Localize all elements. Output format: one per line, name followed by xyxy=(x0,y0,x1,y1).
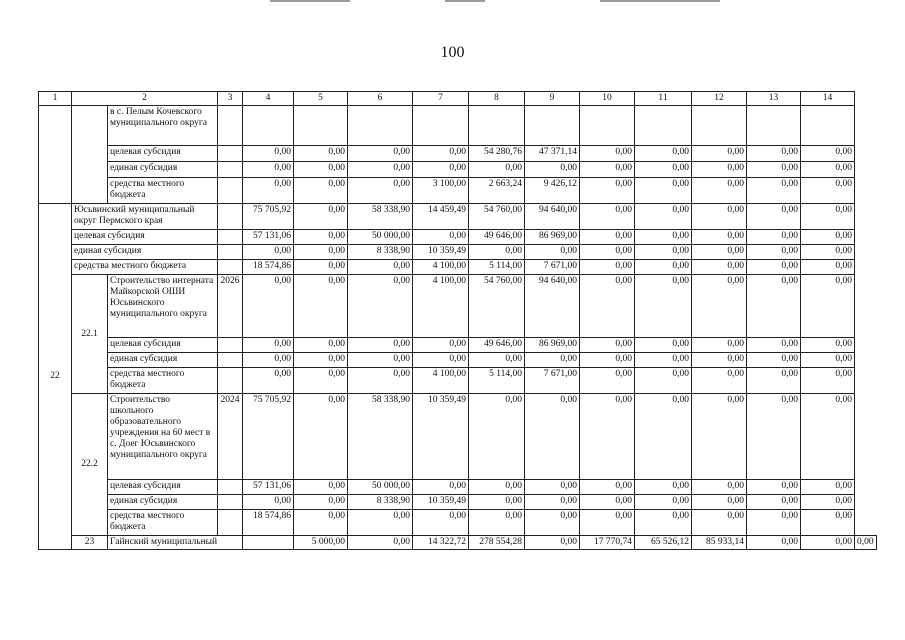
value-cell: 0,00 xyxy=(747,495,801,510)
table-row xyxy=(39,204,877,230)
value-cell: 0,00 xyxy=(747,275,801,338)
value-cell: 0,00 xyxy=(692,245,747,260)
value-cell: 0,00 xyxy=(635,162,692,178)
value-cell: 94 640,00 xyxy=(525,275,580,338)
scan-artifact-line xyxy=(600,0,720,2)
value-cell: 54 280,76 xyxy=(469,146,525,162)
item-number-cell: 23 xyxy=(72,536,108,550)
value-cell: 0,00 xyxy=(801,230,855,245)
row-label-cell: единая субсидия xyxy=(108,162,218,178)
value-cell: 85 933,14 xyxy=(692,536,747,550)
value-cell: 54 760,00 xyxy=(469,204,525,230)
value-cell: 0,00 xyxy=(294,260,348,275)
year-cell xyxy=(218,480,243,495)
column-header: 8 xyxy=(469,92,525,106)
column-header: 13 xyxy=(747,92,801,106)
value-cell: 0,00 xyxy=(635,338,692,353)
value-cell: 0,00 xyxy=(692,368,747,394)
value-cell: 0,00 xyxy=(635,510,692,536)
value-cell: 0,00 xyxy=(692,338,747,353)
row-label-cell: целевая субсидия xyxy=(72,230,218,245)
value-cell: 0,00 xyxy=(469,480,525,495)
value-cell: 0,00 xyxy=(525,394,580,480)
value-cell: 94 640,00 xyxy=(525,204,580,230)
value-cell: 0,00 xyxy=(413,353,469,368)
value-cell: 0,00 xyxy=(801,368,855,394)
value-cell: 0,00 xyxy=(243,338,294,353)
table-row xyxy=(39,368,877,394)
value-cell: 49 646,00 xyxy=(469,230,525,245)
value-cell: 0,00 xyxy=(294,162,348,178)
value-cell: 14 459,49 xyxy=(413,204,469,230)
value-cell: 0,00 xyxy=(348,146,413,162)
value-cell xyxy=(413,106,469,146)
value-cell: 0,00 xyxy=(635,260,692,275)
value-cell: 0,00 xyxy=(692,230,747,245)
budget-table-body xyxy=(39,92,877,550)
year-cell xyxy=(218,245,243,260)
value-cell: 0,00 xyxy=(747,510,801,536)
value-cell xyxy=(692,106,747,146)
value-cell: 8 338,90 xyxy=(348,495,413,510)
value-cell: 0,00 xyxy=(801,204,855,230)
value-cell: 0,00 xyxy=(635,204,692,230)
value-cell xyxy=(580,106,635,146)
value-cell: 9 426,12 xyxy=(525,178,580,204)
value-cell: 0,00 xyxy=(635,230,692,245)
year-cell xyxy=(218,353,243,368)
value-cell: 0,00 xyxy=(747,260,801,275)
value-cell xyxy=(525,106,580,146)
row-label-cell: единая субсидия xyxy=(72,245,218,260)
value-cell: 57 131,06 xyxy=(243,480,294,495)
scan-artifact-line xyxy=(445,0,485,2)
value-cell: 0,00 xyxy=(413,338,469,353)
table-row xyxy=(39,178,877,204)
value-cell: 0,00 xyxy=(580,146,635,162)
value-cell: 50 000,00 xyxy=(348,230,413,245)
column-header: 5 xyxy=(294,92,348,106)
item-label-cell: Гайнский муниципальный xyxy=(108,536,243,550)
value-cell: 0,00 xyxy=(692,275,747,338)
value-cell: 0,00 xyxy=(525,162,580,178)
value-cell: 0,00 xyxy=(525,245,580,260)
column-header: 4 xyxy=(243,92,294,106)
value-cell: 0,00 xyxy=(469,162,525,178)
value-cell: 0,00 xyxy=(635,178,692,204)
row-label-cell: единая субсидия xyxy=(108,353,218,368)
value-cell: 0,00 xyxy=(580,510,635,536)
subitem-number-cell: 22.1 xyxy=(72,275,108,394)
value-cell: 0,00 xyxy=(580,353,635,368)
value-cell: 0,00 xyxy=(243,162,294,178)
budget-table xyxy=(38,91,877,550)
value-cell: 0,00 xyxy=(294,480,348,495)
value-cell: 0,00 xyxy=(801,510,855,536)
value-cell: 0,00 xyxy=(525,480,580,495)
value-cell: 0,00 xyxy=(580,480,635,495)
value-cell: 0,00 xyxy=(348,368,413,394)
value-cell: 75 705,92 xyxy=(243,394,294,480)
value-cell: 0,00 xyxy=(692,394,747,480)
table-row xyxy=(39,495,877,510)
table-row xyxy=(39,162,877,178)
item-label-cell: Строительство интерната Майкорской ОШИ Юсьвинского муниципального округа xyxy=(108,275,218,338)
value-cell: 75 705,92 xyxy=(243,204,294,230)
column-header: 10 xyxy=(580,92,635,106)
row-label-cell: средства местного бюджета xyxy=(108,368,218,394)
value-cell: 49 646,00 xyxy=(469,338,525,353)
year-cell xyxy=(218,178,243,204)
value-cell: 0,00 xyxy=(801,260,855,275)
value-cell: 0,00 xyxy=(294,338,348,353)
value-cell: 10 359,49 xyxy=(413,495,469,510)
value-cell: 2 663,24 xyxy=(469,178,525,204)
year-cell xyxy=(218,162,243,178)
value-cell: 0,00 xyxy=(294,204,348,230)
value-cell: 0,00 xyxy=(692,353,747,368)
value-cell: 0,00 xyxy=(294,495,348,510)
value-cell: 10 359,49 xyxy=(413,394,469,480)
value-cell: 5 114,00 xyxy=(469,260,525,275)
table-row xyxy=(39,338,877,353)
value-cell: 0,00 xyxy=(801,480,855,495)
value-cell: 0,00 xyxy=(348,510,413,536)
table-row xyxy=(39,480,877,495)
row-label-cell: целевая субсидия xyxy=(108,338,218,353)
scan-artifact-line xyxy=(270,0,350,2)
value-cell: 0,00 xyxy=(469,245,525,260)
value-cell: 0,00 xyxy=(855,536,877,550)
value-cell: 86 969,00 xyxy=(525,338,580,353)
value-cell: 57 131,06 xyxy=(243,230,294,245)
value-cell: 0,00 xyxy=(635,495,692,510)
value-cell: 47 371,14 xyxy=(525,146,580,162)
table-row xyxy=(39,230,877,245)
year-cell xyxy=(218,230,243,245)
table-row xyxy=(39,510,877,536)
value-cell: 0,00 xyxy=(801,495,855,510)
subitem-number-cell: 22.2 xyxy=(72,394,108,536)
value-cell: 18 574,86 xyxy=(243,260,294,275)
year-cell xyxy=(218,146,243,162)
value-cell: 0,00 xyxy=(294,178,348,204)
item-number-cell: 22 xyxy=(39,204,72,550)
item-label-cell: Юсьвинский муниципальный округ Пермского края xyxy=(72,204,218,230)
value-cell: 0,00 xyxy=(635,480,692,495)
year-cell xyxy=(218,204,243,230)
value-cell: 0,00 xyxy=(747,146,801,162)
value-cell: 0,00 xyxy=(580,275,635,338)
value-cell: 5 000,00 xyxy=(294,536,348,550)
value-cell: 0,00 xyxy=(294,368,348,394)
value-cell: 54 760,00 xyxy=(469,275,525,338)
value-cell: 0,00 xyxy=(635,368,692,394)
value-cell: 10 359,49 xyxy=(413,245,469,260)
value-cell: 0,00 xyxy=(413,480,469,495)
subitem-number-cell xyxy=(72,106,108,204)
value-cell: 0,00 xyxy=(580,204,635,230)
value-cell: 0,00 xyxy=(348,260,413,275)
value-cell xyxy=(801,106,855,146)
value-cell: 0,00 xyxy=(580,338,635,353)
value-cell: 0,00 xyxy=(635,275,692,338)
year-cell xyxy=(218,510,243,536)
value-cell: 0,00 xyxy=(692,162,747,178)
year-cell xyxy=(243,536,294,550)
value-cell: 0,00 xyxy=(801,353,855,368)
value-cell: 0,00 xyxy=(294,275,348,338)
value-cell: 0,00 xyxy=(469,510,525,536)
value-cell: 0,00 xyxy=(294,510,348,536)
value-cell: 0,00 xyxy=(747,162,801,178)
row-label-cell: целевая субсидия xyxy=(108,480,218,495)
value-cell: 0,00 xyxy=(801,394,855,480)
value-cell: 0,00 xyxy=(294,394,348,480)
year-cell xyxy=(218,368,243,394)
value-cell: 0,00 xyxy=(692,495,747,510)
value-cell: 0,00 xyxy=(525,510,580,536)
row-label-cell: средства местного бюджета xyxy=(108,510,218,536)
item-label-cell: в с. Пелым Кочевского муниципального округа xyxy=(108,106,218,146)
value-cell: 0,00 xyxy=(747,204,801,230)
value-cell: 0,00 xyxy=(801,178,855,204)
row-label-cell: целевая субсидия xyxy=(108,146,218,162)
value-cell: 0,00 xyxy=(801,162,855,178)
value-cell xyxy=(635,106,692,146)
table-row xyxy=(39,106,877,146)
value-cell: 0,00 xyxy=(294,230,348,245)
value-cell: 0,00 xyxy=(294,353,348,368)
value-cell: 0,00 xyxy=(243,495,294,510)
value-cell xyxy=(348,106,413,146)
value-cell: 0,00 xyxy=(692,146,747,162)
table-row xyxy=(39,260,877,275)
value-cell: 0,00 xyxy=(348,353,413,368)
table-row xyxy=(39,353,877,368)
value-cell: 0,00 xyxy=(348,178,413,204)
value-cell: 0,00 xyxy=(413,162,469,178)
value-cell: 0,00 xyxy=(747,245,801,260)
value-cell: 0,00 xyxy=(243,146,294,162)
value-cell: 7 671,00 xyxy=(525,368,580,394)
value-cell: 0,00 xyxy=(348,338,413,353)
value-cell: 0,00 xyxy=(580,162,635,178)
table-row xyxy=(39,394,877,480)
value-cell: 0,00 xyxy=(243,275,294,338)
column-header: 9 xyxy=(525,92,580,106)
column-header: 12 xyxy=(692,92,747,106)
value-cell: 14 322,72 xyxy=(413,536,469,550)
value-cell: 0,00 xyxy=(525,353,580,368)
value-cell: 18 574,86 xyxy=(243,510,294,536)
value-cell: 0,00 xyxy=(580,245,635,260)
item-number-cell xyxy=(39,106,72,204)
value-cell: 0,00 xyxy=(635,245,692,260)
column-header: 2 xyxy=(72,92,218,106)
value-cell: 0,00 xyxy=(294,245,348,260)
value-cell: 0,00 xyxy=(413,230,469,245)
value-cell: 8 338,90 xyxy=(348,245,413,260)
value-cell: 0,00 xyxy=(243,245,294,260)
value-cell: 5 114,00 xyxy=(469,368,525,394)
value-cell xyxy=(294,106,348,146)
column-header: 6 xyxy=(348,92,413,106)
value-cell: 0,00 xyxy=(747,394,801,480)
row-label-cell: средства местного бюджета xyxy=(72,260,218,275)
value-cell: 0,00 xyxy=(580,230,635,245)
header-row xyxy=(39,92,877,106)
year-cell: 2026 xyxy=(218,275,243,338)
value-cell: 0,00 xyxy=(525,536,580,550)
value-cell: 0,00 xyxy=(635,146,692,162)
value-cell: 0,00 xyxy=(801,245,855,260)
value-cell: 0,00 xyxy=(747,368,801,394)
year-cell xyxy=(218,338,243,353)
value-cell: 0,00 xyxy=(580,394,635,480)
value-cell: 0,00 xyxy=(801,275,855,338)
year-cell xyxy=(218,260,243,275)
column-header: 7 xyxy=(413,92,469,106)
value-cell: 0,00 xyxy=(294,146,348,162)
value-cell: 0,00 xyxy=(801,536,855,550)
value-cell: 0,00 xyxy=(525,495,580,510)
year-cell xyxy=(218,106,243,146)
value-cell: 0,00 xyxy=(692,178,747,204)
value-cell xyxy=(243,106,294,146)
value-cell: 0,00 xyxy=(692,260,747,275)
value-cell: 0,00 xyxy=(801,338,855,353)
value-cell: 0,00 xyxy=(348,275,413,338)
value-cell: 0,00 xyxy=(692,480,747,495)
column-header: 1 xyxy=(39,92,72,106)
year-cell xyxy=(218,495,243,510)
value-cell: 58 338,90 xyxy=(348,204,413,230)
value-cell: 0,00 xyxy=(747,178,801,204)
value-cell: 0,00 xyxy=(243,178,294,204)
value-cell: 0,00 xyxy=(635,353,692,368)
value-cell: 50 000,00 xyxy=(348,480,413,495)
row-label-cell: единая субсидия xyxy=(108,495,218,510)
value-cell: 65 526,12 xyxy=(635,536,692,550)
value-cell: 4 100,00 xyxy=(413,275,469,338)
value-cell: 0,00 xyxy=(747,353,801,368)
value-cell: 0,00 xyxy=(348,162,413,178)
table-row xyxy=(39,536,877,550)
value-cell: 86 969,00 xyxy=(525,230,580,245)
value-cell: 0,00 xyxy=(413,146,469,162)
row-label-cell: средства местного бюджета xyxy=(108,178,218,204)
column-header: 14 xyxy=(801,92,855,106)
value-cell: 0,00 xyxy=(580,260,635,275)
table-row xyxy=(39,146,877,162)
value-cell: 0,00 xyxy=(413,510,469,536)
value-cell: 0,00 xyxy=(580,178,635,204)
year-cell: 2024 xyxy=(218,394,243,480)
value-cell: 0,00 xyxy=(580,495,635,510)
value-cell: 0,00 xyxy=(801,146,855,162)
value-cell: 7 671,00 xyxy=(525,260,580,275)
value-cell: 0,00 xyxy=(469,353,525,368)
value-cell: 0,00 xyxy=(692,510,747,536)
value-cell xyxy=(747,106,801,146)
item-label-cell: Строительство школьного образовательного учреждения на 60 мест в с. Доег Юсьвинского муниципального округа xyxy=(108,394,218,480)
table-row xyxy=(39,245,877,260)
value-cell: 0,00 xyxy=(580,368,635,394)
value-cell: 17 770,74 xyxy=(580,536,635,550)
value-cell: 0,00 xyxy=(243,368,294,394)
column-header: 11 xyxy=(635,92,692,106)
value-cell: 0,00 xyxy=(692,204,747,230)
table-row xyxy=(39,275,877,338)
value-cell: 0,00 xyxy=(243,353,294,368)
column-header: 3 xyxy=(218,92,243,106)
value-cell: 278 554,28 xyxy=(469,536,525,550)
value-cell: 0,00 xyxy=(747,230,801,245)
value-cell: 0,00 xyxy=(469,495,525,510)
value-cell: 4 100,00 xyxy=(413,368,469,394)
value-cell xyxy=(469,106,525,146)
value-cell: 4 100,00 xyxy=(413,260,469,275)
value-cell: 0,00 xyxy=(747,338,801,353)
page-number: 100 xyxy=(440,44,465,61)
value-cell: 0,00 xyxy=(635,394,692,480)
value-cell: 58 338,90 xyxy=(348,394,413,480)
value-cell: 3 100,00 xyxy=(413,178,469,204)
value-cell: 0,00 xyxy=(469,394,525,480)
value-cell: 0,00 xyxy=(747,480,801,495)
value-cell: 0,00 xyxy=(348,536,413,550)
value-cell: 0,00 xyxy=(747,536,801,550)
